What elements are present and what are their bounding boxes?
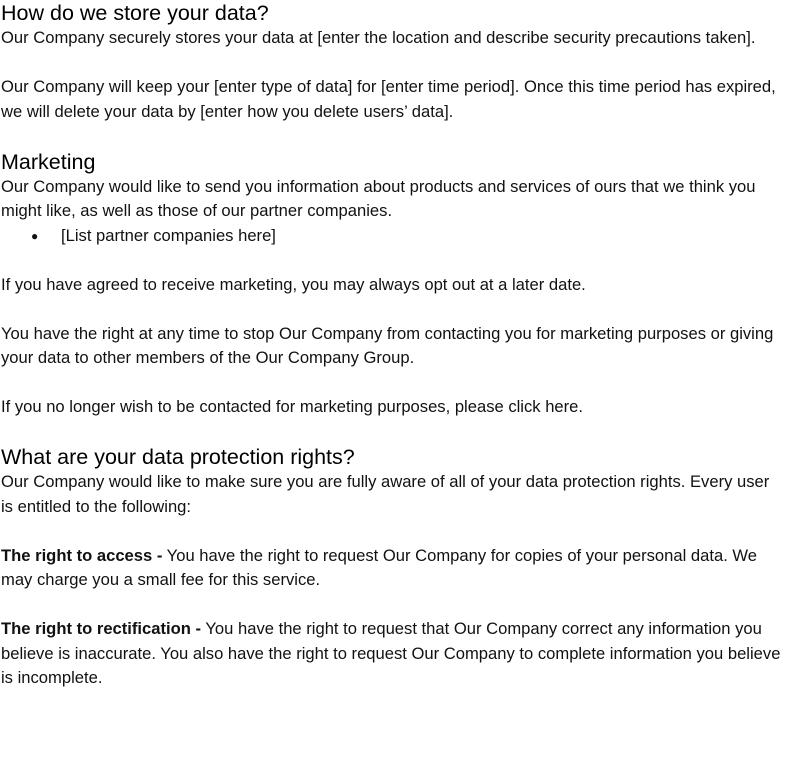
bullet-icon: ● xyxy=(31,228,39,243)
spacer xyxy=(1,248,783,273)
spacer xyxy=(1,420,783,445)
right-rectification-text: You have the right to request that Our Company correct any information you believe is inaccurate. You also have the right to request Our Company to complete information you believe is incomplete. xyxy=(1,619,781,687)
right-access-title: The right to access - xyxy=(1,545,163,565)
document-body xyxy=(1,0,783,691)
heading-marketing: Marketing xyxy=(1,149,96,174)
paragraph-stop-contact: You have the right at any time to stop Our Company from contacting you for marketing purposes or giving your data to other members of the Our Company Group. xyxy=(1,323,774,367)
heading-rights: What are your data protection rights? xyxy=(1,445,355,469)
partner-list xyxy=(1,224,783,249)
paragraph-right-rectification xyxy=(1,617,783,691)
paragraph-right-access xyxy=(1,544,783,593)
paragraph-rights-intro: Our Company would like to make sure you are fully aware of all of your data protection rights. Every user is entitled to the following: xyxy=(1,472,770,516)
right-access-text: You have the right to request Our Company for copies of your personal data. We may charge you a small fee for this service. xyxy=(1,545,758,589)
spacer xyxy=(1,593,783,618)
spacer xyxy=(1,297,783,322)
spacer xyxy=(1,371,783,396)
list-item xyxy=(1,224,783,249)
spacer xyxy=(1,124,783,149)
paragraph-retention: Our Company will keep your [enter type of data] for [enter time period]. Once this time period has expired, we will delete your data by [enter how you delete users’ data]. xyxy=(1,77,776,121)
heading-store-data: How do we store your data? xyxy=(1,1,269,25)
right-rectification-title: The right to rectification - xyxy=(1,619,202,638)
paragraph-opt-out: If you have agreed to receive marketing, you may always opt out at a later date. xyxy=(1,274,586,294)
paragraph-click-here: If you no longer wish to be contacted for marketing purposes, please click here. xyxy=(1,397,584,416)
paragraph-marketing-intro: Our Company would like to send you information about products and services of ours that we think you might like, as well as those of our partner companies. xyxy=(1,176,756,220)
spacer xyxy=(1,51,783,76)
list-item-text: [List partner companies here] xyxy=(61,225,276,245)
paragraph-storage-location: Our Company securely stores your data at [enter the location and describe security precautions taken]. xyxy=(1,28,756,47)
spacer xyxy=(1,519,783,544)
